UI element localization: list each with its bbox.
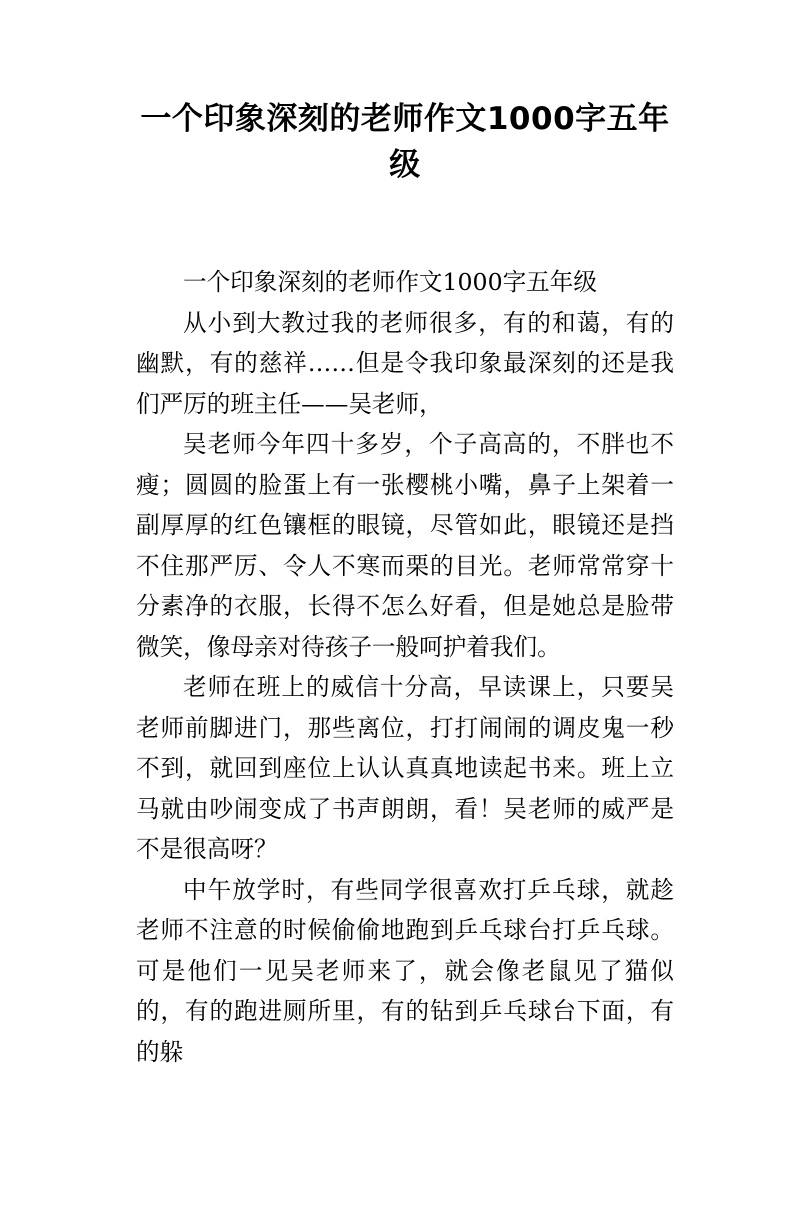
paragraph: 吴老师今年四十多岁，个子高高的，不胖也不瘦；圆圆的脸蛋上有一张樱桃小嘴，鼻子上架着一副厚厚的红色镶框的眼镜，尽管如此，眼镜还是挡不住那严厉、令人不寒而栗的目光。老师常常穿十分素净的衣服，长得不怎么好看，但是她总是脸带微笑，像母亲对待孩子一般呵护着我们。 [136, 430, 674, 661]
paragraph: 从小到大教过我的老师很多，有的和蔼，有的幽默，有的慈祥……但是令我印象最深刻的还是我们严厉的班主任——吴老师， [136, 308, 674, 418]
paragraph: 中午放学时，有些同学很喜欢打乒乓球，就趁老师不注意的时候偷偷地跑到乒乓球台打乒乓球。可是他们一见吴老师来了，就会像老鼠见了猫似的，有的跑进厕所里，有的钻到乒乓球台下面，有的躲 [136, 875, 674, 1066]
document-page [0, 96, 800, 1228]
paragraph-subtitle: 一个印象深刻的老师作文1000字五年级 [183, 268, 597, 296]
paragraph: 老师在班上的威信十分高，早读课上，只要吴老师前脚进门，那些离位，打打闹闹的调皮鬼一秒不到，就回到座位上认认真真地读起书来。班上立马就由吵闹变成了书声朗朗，看！吴老师的威严是不是很高呀？ [136, 673, 674, 863]
document-body [136, 262, 674, 1072]
document-title: 一个印象深刻的老师作文1000字五年级 [140, 101, 670, 183]
